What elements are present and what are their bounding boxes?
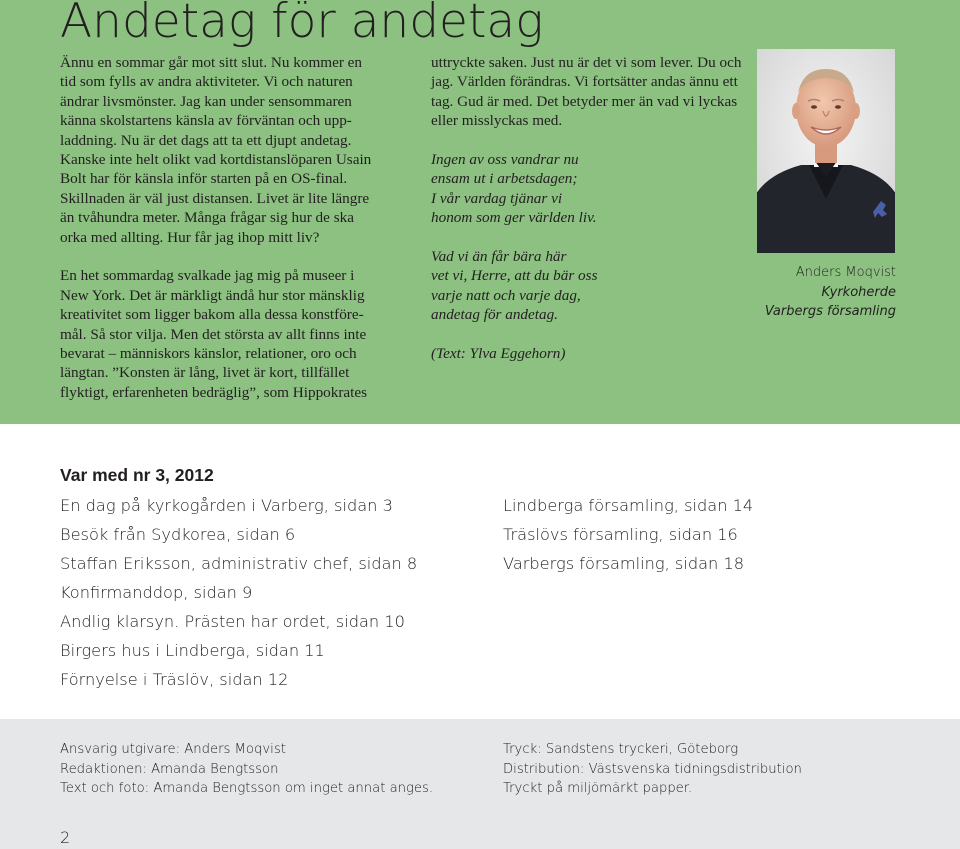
author-parish: Varbergs församling [764,304,896,320]
poem-line: ensam ut i arbetsdagen; [431,170,578,188]
text-line: bevarat – människors känslor, relationer, oro och [60,345,357,363]
toc-item: Birgers hus i Lindberga, sidan 11 [60,641,325,660]
poem-line: vet vi, Herre, att du bär oss [431,267,598,285]
poem-line: Ingen av oss vandrar nu [431,151,579,169]
poem-line: I vår vardag tjänar vi [431,189,563,207]
text-line: längtan. ”Konsten är lång, livet är kort, tillfället [60,364,350,382]
table-of-contents-left [60,491,417,694]
article-paragraph-3 [431,53,761,131]
text-line: tag. Gud är med. Det betyder mer än vad vi lyckas [431,92,738,110]
imprint-line: Tryck: Sandstens tryckeri, Göteborg [503,742,739,757]
table-of-contents-right [503,491,753,578]
text-line: En het sommardag svalkade jag mig på museer i [60,267,355,285]
text-line: Bolt har för känsla inför starten på en OS-final. [60,170,348,188]
toc-item: Träslövs församling, sidan 16 [503,525,738,544]
imprint-line: Redaktionen: Amanda Bengtsson [60,761,279,777]
author-photo [757,49,895,253]
text-line: flyktigt, erfarenheten bedräglig”, som Hippokrates [60,383,368,401]
imprint-line: Distribution: Västsvenska tidningsdistribution [503,761,802,777]
text-line: New York. Det är märkligt ändå hur stor mänsklig [60,286,365,304]
text-line: tid som fylls av andra aktiviteter. Vi och naturen [60,73,353,91]
text-line: mål. Så stor vilja. Men det största av allt finns inte [60,325,367,343]
text-line: än tvåhundra meter. Många frågar sig hur de ska [60,209,354,227]
poem-line: varje natt och varje dag, [431,286,581,304]
poem-stanza-2 [431,247,761,325]
poem-stanza-1 [431,150,761,228]
text-line: känna skolstartens känsla av förväntan och upp- [60,112,352,130]
toc-item: Förnyelse i Träslöv, sidan 12 [60,670,289,689]
author-name: Anders Moqvist [795,265,896,280]
toc-item: Staffan Eriksson, administrativ chef, sidan 8 [60,554,418,573]
text-line: kreativitet som ligger bakom alla dessa konstföre- [60,306,364,324]
poem-credit: (Text: Ylva Eggehorn) [431,345,566,363]
article-paragraph-1 [60,53,396,247]
poem-line: Vad vi än får bära här [431,248,567,266]
toc-item: Konfirmanddop, sidan 9 [60,583,253,602]
page-number: 2 [60,828,71,847]
article-title: Andetag för andetag [60,0,544,49]
text-line: jag. Världen förändras. Vi fortsätter andas ännu ett [431,73,738,91]
imprint-right [503,740,802,799]
imprint-left [60,740,433,799]
portrait-image [757,49,895,253]
issue-heading: Var med nr 3, 2012 [60,465,214,485]
text-line: eller misslyckas med. [431,112,563,130]
text-line: ändrar livsmönster. Jag kan under sensommaren [60,92,352,110]
text-line: orka med allting. Hur får jag ihop mitt liv? [60,228,320,246]
toc-item: Andlig klarsyn. Prästen har ordet, sidan 10 [60,612,405,631]
author-signature [760,263,896,322]
poem-line: honom som ger världen liv. [431,209,597,227]
imprint-line: Tryckt på miljömärkt papper. [503,781,693,797]
poem-line: andetag för andetag. [431,306,558,324]
imprint-line: Ansvarig utgivare: Anders Moqvist [60,742,286,757]
article-column-right [431,53,761,363]
text-line: Kanske inte helt olikt vad kortdistanslöparen Usain [60,151,372,169]
toc-item: Varbergs församling, sidan 18 [503,554,745,573]
text-line: uttryckte saken. Just nu är det vi som lever. Du och [431,54,742,71]
article-paragraph-2 [60,266,396,402]
toc-item: Besök från Sydkorea, sidan 6 [60,525,296,544]
toc-item: En dag på kyrkogården i Varberg, sidan 3 [60,496,393,515]
author-role: Kyrkoherde [821,284,896,300]
text-line: laddning. Nu är det dags att ta ett djupt andetag. [60,131,352,149]
imprint-line: Text och foto: Amanda Bengtsson om inget annat anges. [60,781,434,797]
text-line: Ännu en sommar går mot sitt slut. Nu kommer en [60,54,363,71]
article-column-left [60,53,396,402]
text-line: Skillnaden är väl just distansen. Livet är lite längre [60,189,370,207]
toc-item: Lindberga församling, sidan 14 [503,496,754,515]
